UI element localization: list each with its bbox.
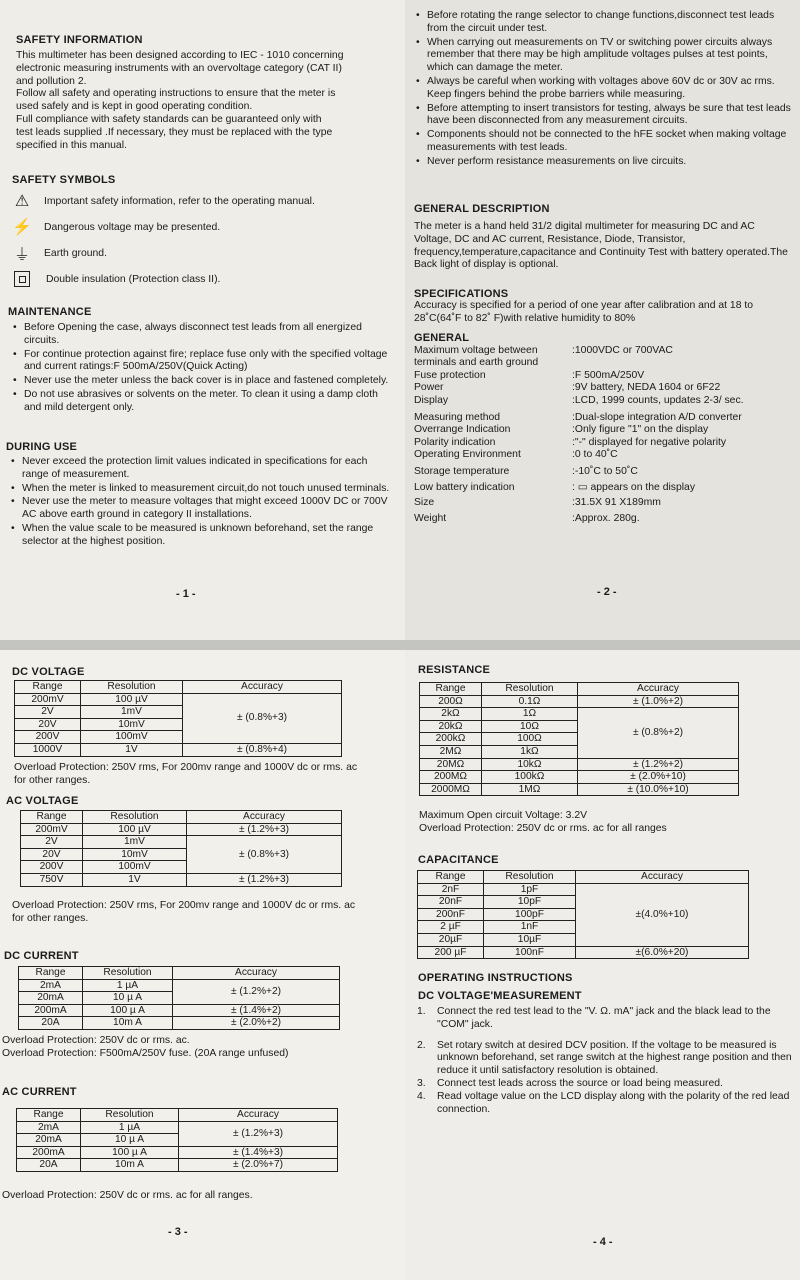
spec-value: :Dual-slope integration A/D converter — [572, 411, 742, 423]
safety-information-title: SAFETY INFORMATION — [16, 34, 143, 46]
spec-key: Polarity indication — [414, 436, 496, 448]
list-item: 4. Read voltage value on the LCD display along with the polarity of the red lead connection. — [417, 1090, 790, 1115]
ac-current-table — [16, 1108, 338, 1172]
maintenance-title: MAINTENANCE — [8, 306, 92, 318]
spec-key: Fuse protection — [414, 369, 486, 381]
manual-page-1 — [0, 0, 405, 640]
table-row: 750V 1V ± (1.2%+3) — [21, 873, 342, 886]
table-row: 2V 1mV ± (0.8%+3) — [21, 836, 342, 849]
specifications-text: Accuracy is specified for a period of one year after calibration and at 18 to 28˚C(64˚F to 82˚ F)with relative humidity to 80% — [414, 300, 754, 324]
table-header-row: Range Resolution Accuracy — [420, 683, 739, 696]
list-item: • Before attempting to insert transistors for testing, always be sure that test leads have been disconnected from any measurement circuits. — [411, 103, 795, 129]
spec-key: Power — [414, 382, 444, 394]
safety-symbols-section — [12, 174, 392, 292]
resistance-title: RESISTANCE — [418, 664, 491, 676]
table-row: 2V 1mV — [15, 706, 342, 719]
symbol-row: ⚠ Important safety information, refer to the operating manual. — [12, 188, 392, 214]
symbol-row: Double insulation (Protection class II). — [12, 266, 392, 292]
during-use-title: DURING USE — [6, 441, 78, 453]
symbol-row: ⚡ Dangerous voltage may be presented. — [12, 219, 221, 236]
table-row: 20nF 10pF — [418, 896, 749, 909]
table-row: 20mA 10 µ A — [17, 1134, 338, 1147]
dc-voltage-title: DC VOLTAGE — [12, 666, 85, 678]
manual-page-3 — [0, 650, 405, 1280]
page-number: - 1 - — [176, 588, 196, 600]
list-item: • When the meter is linked to measurement circuit,do not touch unused terminals. — [6, 483, 394, 496]
table-row: 2000MΩ 1MΩ ± (10.0%+10) — [420, 783, 739, 796]
list-item: • Before Opening the case, always disconnect test leads from all energized circuits. — [8, 322, 394, 348]
manual-page-2 — [405, 0, 800, 640]
ac-voltage-title: AC VOLTAGE — [6, 795, 79, 807]
table-row: 20V 10mV — [21, 848, 342, 861]
safety-symbols-title: SAFETY SYMBOLS — [12, 174, 116, 186]
table-header-row: Range Resolution Accuracy — [21, 811, 342, 824]
maintenance-section — [8, 306, 394, 416]
list-item: • Never use the meter to measure voltages that might exceed 1000V DC or 700V AC above earth ground in category II installations. — [6, 496, 394, 522]
list-item: 1. Connect the red test lead to the "V. Ω. mA" jack and the black lead to the "COM" jack. — [417, 1006, 771, 1030]
list-item: • When the value scale to be measured is unknown beforehand, set the range selector at the highest position. — [6, 523, 394, 549]
list-item: 2. Set rotary switch at desired DCV position. If the voltage to be measured is unknown beforehand, set range switch at the highest range position and then reduce it until satisfactory resolution is obtained. — [417, 1039, 792, 1077]
list-item: • Never exceed the protection limit values indicated in specifications for each range of measurement. — [6, 456, 394, 482]
spec-key: Maximum voltage between terminals and earth ground — [414, 344, 539, 369]
ac-current-title: AC CURRENT — [2, 1086, 77, 1098]
safety-information-section — [16, 34, 388, 152]
during-use-section — [6, 441, 394, 550]
table-row: 20V 10mV — [15, 718, 342, 731]
spec-key: Operating Environment — [414, 449, 521, 461]
table-row: 2kΩ 1Ω ± (0.8%+2) — [420, 708, 739, 721]
spec-key: Overrange Indication — [414, 424, 511, 436]
spec-value: :LCD, 1999 counts, updates 2-3/ sec. — [572, 394, 744, 406]
spec-value: :-10˚C to 50˚C — [572, 465, 638, 477]
spec-key: Storage temperature — [414, 465, 510, 477]
table-row: 2MΩ 1kΩ — [420, 745, 739, 758]
page-number: - 4 - — [593, 1236, 613, 1248]
table-row: 2mA 1 µA ± (1.2%+2) — [19, 979, 340, 992]
warning-triangle-icon: ⚠ — [14, 193, 30, 210]
table-row: 200 µF 100nF ±(6.0%+20) — [418, 946, 749, 959]
spec-value: :31.5X 91 X189mm — [572, 497, 661, 509]
capacitance-table — [417, 870, 749, 959]
spec-value: :9V battery, NEDA 1604 or 6F22 — [572, 382, 721, 394]
list-item: • Do not use abrasives or solvents on the meter. To clean it using a damp cloth and mild detergent only. — [8, 389, 394, 415]
safety-information-text: This multimeter has been designed according to IEC - 1010 concerning electronic measuring instruments with an overvoltage category (CAT II) and pollution 2. Follow all safety and operating instructions to ensure that the meter is used safely and is kept in good operating condition. Full compliance with safety standards can be guaranteed only with test leads supplied .If necessary, they must be replaced with the type specified in this manual. — [16, 50, 344, 151]
general-description-text: The meter is a hand held 31/2 digital multimeter for measuring DC and AC Voltage, DC and AC current, Resistance, Diode, Transistor, frequency,temperature,capacitance and Continuity Test with battery operated.The Back light of display is optional. — [414, 221, 788, 271]
table-row: 20kΩ 10Ω — [420, 720, 739, 733]
table-row: 20mA 10 µ A — [19, 992, 340, 1005]
page-number: - 2 - — [597, 586, 617, 598]
table-header-row: Range Resolution Accuracy — [418, 871, 749, 884]
spec-key: Weight — [414, 512, 447, 524]
spec-key: Size — [414, 497, 435, 509]
table-row: 200mV 100 µV ± (0.8%+3) — [15, 693, 342, 706]
general-description-title: GENERAL DESCRIPTION — [414, 203, 550, 215]
spec-value: :F 500mA/250V — [572, 369, 645, 381]
list-item: • Components should not be connected to the hFE socket when making voltage measurements with test leads. — [411, 129, 795, 155]
page-fold-divider — [0, 640, 800, 650]
table-row: 200nF 100pF — [418, 908, 749, 921]
spec-value: :1000VDC or 700VAC — [572, 344, 673, 356]
list-item: • When carrying out measurements on TV or switching power circuits always remember that there may be high amplitude voltages pulses at test points, which can damage the meter. — [411, 37, 795, 75]
table-header-row: Range Resolution Accuracy — [15, 681, 342, 694]
table-header-row: Range Resolution Accuracy — [17, 1109, 338, 1122]
table-row: 200V 100mV — [15, 731, 342, 744]
operating-instructions-title: OPERATING INSTRUCTIONS — [418, 972, 573, 984]
double-insulation-icon — [14, 271, 30, 287]
page-number: - 3 - — [168, 1226, 188, 1238]
specifications-title: SPECIFICATIONS — [414, 288, 509, 300]
earth-ground-icon: ⏚ — [13, 246, 30, 264]
table-row: 2 µF 1nF — [418, 921, 749, 934]
table-row: 200mV 100 µV ± (1.2%+3) — [21, 823, 342, 836]
table-header-row: Range Resolution Accuracy — [19, 967, 340, 980]
dc-current-note: Overload Protection: 250V dc or rms. ac. Overload Protection: F500mA/250V fuse. (20A range unfused) — [2, 1035, 289, 1059]
spec-value: :Approx. 280g. — [572, 512, 640, 524]
table-row: 200Ω 0.1Ω ± (1.0%+2) — [420, 695, 739, 708]
list-item: • For continue protection against fire; replace fuse only with the specified voltage and current ratings:F 500mA/250V(Quick Acting) — [8, 349, 394, 375]
spec-key: Display — [414, 394, 449, 406]
measurement-steps — [417, 1006, 799, 1116]
list-item: • Always be careful when working with voltages above 60V dc or 30V ac rms. Keep fingers behind the probe barriers while measuring. — [411, 76, 795, 102]
capacitance-title: CAPACITANCE — [418, 854, 499, 866]
spec-key: Measuring method — [414, 411, 501, 423]
precautions-list — [411, 10, 795, 170]
ac-current-note: Overload Protection: 250V dc or rms. ac for all ranges. — [2, 1190, 253, 1201]
table-row: 20µF 10µF — [418, 933, 749, 946]
dc-current-title: DC CURRENT — [4, 950, 79, 962]
spec-key: Low battery indication — [414, 481, 515, 493]
list-item: • Before rotating the range selector to change functions,disconnect test leads from the circuit under test. — [411, 10, 795, 36]
dc-voltage-measurement-title: DC VOLTAGE'MEASUREMENT — [418, 990, 582, 1002]
dc-current-table — [18, 966, 340, 1030]
table-row: 2mA 1 µA ± (1.2%+3) — [17, 1121, 338, 1134]
table-row: 20MΩ 10kΩ ± (1.2%+2) — [420, 758, 739, 771]
table-row: 200V 100mV — [21, 861, 342, 874]
list-item: 3. Connect test leads across the source or load being measured. — [417, 1077, 723, 1089]
table-row: 2nF 1pF ±(4.0%+10) — [418, 883, 749, 896]
specifications-section — [414, 288, 796, 525]
table-row: 20A 10m A ± (2.0%+7) — [17, 1159, 338, 1172]
table-row: 200mA 100 µ A ± (1.4%+2) — [19, 1004, 340, 1017]
ac-voltage-note: Overload Protection: 250V rms, For 200mv range and 1000V dc or rms. ac for other ranges. — [12, 900, 356, 924]
table-row: 200kΩ 100Ω — [420, 733, 739, 746]
resistance-table — [419, 682, 739, 796]
spec-list — [414, 345, 796, 526]
list-item: • Never perform resistance measurements on live circuits. — [411, 156, 795, 169]
high-voltage-icon: ⚡ — [12, 219, 32, 236]
manual-page-4 — [405, 650, 800, 1280]
dc-voltage-note: Overload Protection: 250V rms, For 200mv range and 1000V dc or rms. ac for other ranges. — [14, 762, 358, 786]
table-row: 200mA 100 µ A ± (1.4%+3) — [17, 1146, 338, 1159]
table-row: 20A 10m A ± (2.0%+2) — [19, 1017, 340, 1030]
spec-value: :0 to 40˚C — [572, 449, 618, 461]
general-description-section — [414, 203, 794, 272]
spec-value: :Only figure "1" on the display — [572, 424, 709, 436]
table-row: 1000V 1V ± (0.8%+4) — [15, 743, 342, 756]
symbol-row: ⏚ Earth ground. — [12, 240, 392, 266]
list-item: • Never use the meter unless the back cover is in place and fastened completely. — [8, 375, 394, 388]
table-row: 200MΩ 100kΩ ± (2.0%+10) — [420, 771, 739, 784]
dc-voltage-table — [14, 680, 342, 757]
spec-value: :"-" displayed for negative polarity — [572, 436, 727, 448]
spec-value: : ▭ appears on the display — [572, 481, 696, 493]
resistance-note: Maximum Open circuit Voltage: 3.2V Overload Protection: 250V dc or rms. ac for all ranges — [419, 810, 667, 834]
ac-voltage-table — [20, 810, 342, 887]
general-title: GENERAL — [414, 331, 470, 344]
